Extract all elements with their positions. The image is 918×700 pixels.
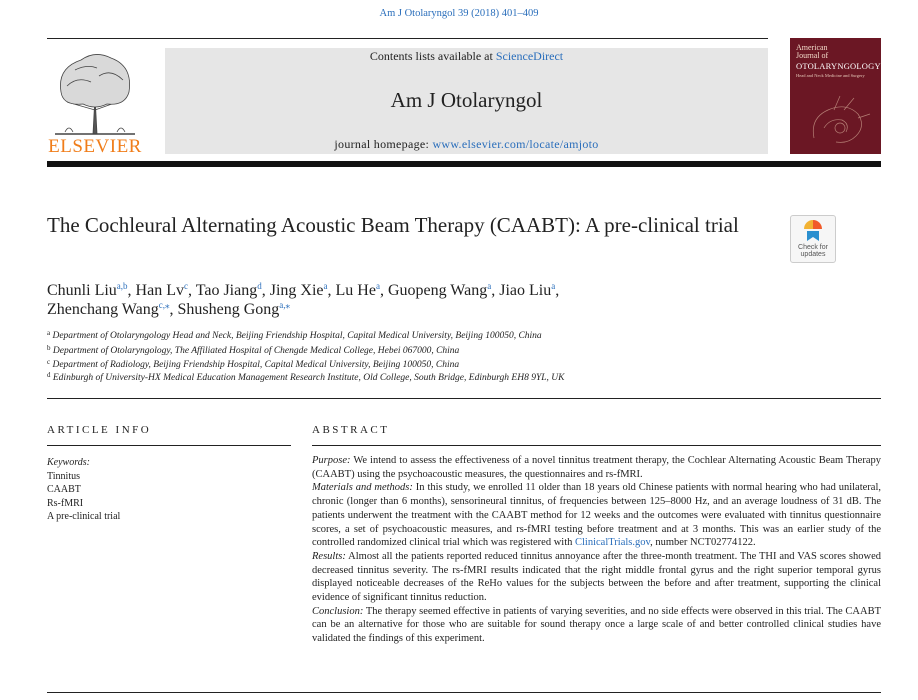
cover-text-american: American Journal of	[796, 43, 829, 60]
affiliation-a: $^a$ Department of Otolaryngology Head and Neck, Beijing Friendship Hospital, Capital Medical University, Beijing 100050, China	[47, 329, 542, 341]
clinicaltrials-link[interactable]: ClinicalTrials.gov	[575, 537, 651, 549]
elsevier-wordmark[interactable]: ELSEVIER	[48, 136, 142, 157]
affiliation-c: $^c$ Department of Radiology, Beijing Friendship Hospital, Capital Medical University, Beijing 100050, China	[47, 358, 460, 370]
affiliation-b: $^b$ Department of Otolaryngology, The Affiliated Hospital of Chengde Medical College, Hebei 067000, China	[47, 344, 460, 356]
top-rule	[47, 38, 768, 39]
author-name[interactable]: Jiao Liu	[499, 282, 552, 299]
contents-prefix: Contents lists available at	[369, 49, 496, 63]
homepage-link[interactable]: www.elsevier.com/locate/amjoto	[432, 137, 599, 151]
keywords-block	[47, 456, 120, 524]
cover-title: OTOLARYNGOLOGY	[796, 61, 881, 71]
homepage-prefix: journal homepage:	[334, 137, 433, 151]
abstract-methods: Materials and methods: In this study, we enrolled 11 older than 18 years old Chinese patients with normal hearing who had unilateral, chronic (longer than 6 months), sensorineural tinnitus, of frequencies between 125–8000 Hz, and an average loudness of 31 dB. The patients underwent the treatment with the CAABT method for 12 weeks and the outcomes were evaluated with tinnitus questionnaire scores, a set of psychoacoustic measures, and rs-fMRI testing before treatment and at 3 months. This was an earlier study of the controlled randomized clinical trial which was registered with ClinicalTrials.gov, number NCT02774122.	[312, 482, 881, 549]
section-rule	[47, 398, 881, 399]
keyword-item: A pre-clinical trial	[47, 511, 121, 523]
header-thick-rule	[47, 161, 881, 167]
author-affiliation-marker[interactable]: c	[183, 281, 188, 291]
author-affiliation-marker[interactable]: a	[375, 281, 380, 291]
cover-illustration	[800, 88, 874, 150]
author-separator: ,	[491, 282, 500, 299]
author-affiliation-marker[interactable]: a	[487, 281, 492, 291]
author-affiliation-marker[interactable]: c,⁎	[158, 300, 170, 310]
author-name[interactable]: Chunli Liu	[47, 282, 117, 299]
article-title: The Cochleural Alternating Acoustic Beam Therapy (CAABT): A pre-clinical trial	[47, 213, 739, 237]
keyword-item: Tinnitus	[47, 470, 80, 482]
bottom-rule	[47, 692, 881, 693]
author-affiliation-marker[interactable]: a,⁎	[279, 300, 290, 310]
author-separator: ,	[555, 282, 560, 299]
author-affiliation-marker[interactable]: a	[551, 281, 556, 291]
author-separator: ,	[169, 301, 178, 318]
author-name[interactable]: Tao Jiang	[195, 282, 258, 299]
check-updates-label: Check for updates	[798, 244, 828, 258]
keywords-label: Keywords:	[47, 457, 90, 468]
author-affiliation-marker[interactable]: a,b	[116, 281, 128, 291]
keyword-item: CAABT	[47, 484, 81, 496]
author-separator: ,	[327, 282, 336, 299]
author-name[interactable]: Lu He	[335, 282, 376, 299]
author-separator: ,	[187, 282, 196, 299]
keyword-item: Rs-fMRI	[47, 497, 84, 509]
contents-line	[165, 49, 768, 64]
article-info-rule	[47, 445, 291, 446]
abstract-body	[312, 454, 881, 646]
abstract-heading: ABSTRACT	[312, 424, 390, 436]
journal-reference[interactable]: Am J Otolaryngol 39 (2018) 401–409	[379, 8, 539, 19]
sciencedirect-link[interactable]: ScienceDirect	[495, 49, 564, 63]
check-for-updates-button[interactable]	[790, 215, 836, 263]
author-name[interactable]: Shusheng Gong	[177, 301, 280, 318]
abstract-rule	[312, 445, 881, 446]
author-name[interactable]: Han Lv	[135, 282, 184, 299]
author-affiliation-marker[interactable]: a	[323, 281, 328, 291]
author-affiliation-marker[interactable]: d	[257, 281, 262, 291]
author-separator: ,	[261, 282, 270, 299]
journal-name: Am J Otolaryngol	[390, 88, 543, 112]
author-name[interactable]: Zhenchang Wang	[47, 301, 159, 318]
article-info-heading: ARTICLE INFO	[47, 424, 152, 436]
abstract-purpose: Purpose: We intend to assess the effectiveness of a novel tinnitus treatment therapy, the Cochlear Alternating Acoustic Beam Therapy (CAABT) using the psychoacoustic measures, the questionnaires and rs-fMRI.	[312, 455, 881, 480]
cover-subtitle: Head and Neck Medicine and Surgery	[796, 73, 865, 78]
affiliation-d: $^d$ Edinburgh of University-HX Medical Education Management Research Institute, Old College, South Bridge, Edinburgh EH8 9YL, UK	[47, 371, 565, 383]
author-list-line-2	[47, 300, 807, 320]
abstract-conclusion: Conclusion: The therapy seemed effective in patients of varying severities, and no side effects were observed in this trial. The CAABT can be an alternative for those who are suitable for sound therapy once a large scale of and better controlled clinical studies have validated the findings of this experiment.	[312, 605, 881, 645]
abstract-results: Results: Almost all the patients reported reduced tinnitus annoyance after the three-month treatment. The THI and VAS scores showed decreased tinnitus severity. The rs-fMRI results indicated that the right middle frontal gyrus and the right superior temporal gyrus displayed noticeable decreases of the ReHo values for the subjects between the before and after treatment, supporting the clinical evidence of significant tinnitus reduction.	[312, 550, 881, 604]
author-name[interactable]: Jing Xie	[269, 282, 324, 299]
author-name[interactable]: Guopeng Wang	[387, 282, 488, 299]
author-list-line-1	[47, 281, 807, 301]
homepage-line	[165, 137, 768, 152]
author-separator: ,	[379, 282, 388, 299]
author-separator: ,	[127, 282, 136, 299]
